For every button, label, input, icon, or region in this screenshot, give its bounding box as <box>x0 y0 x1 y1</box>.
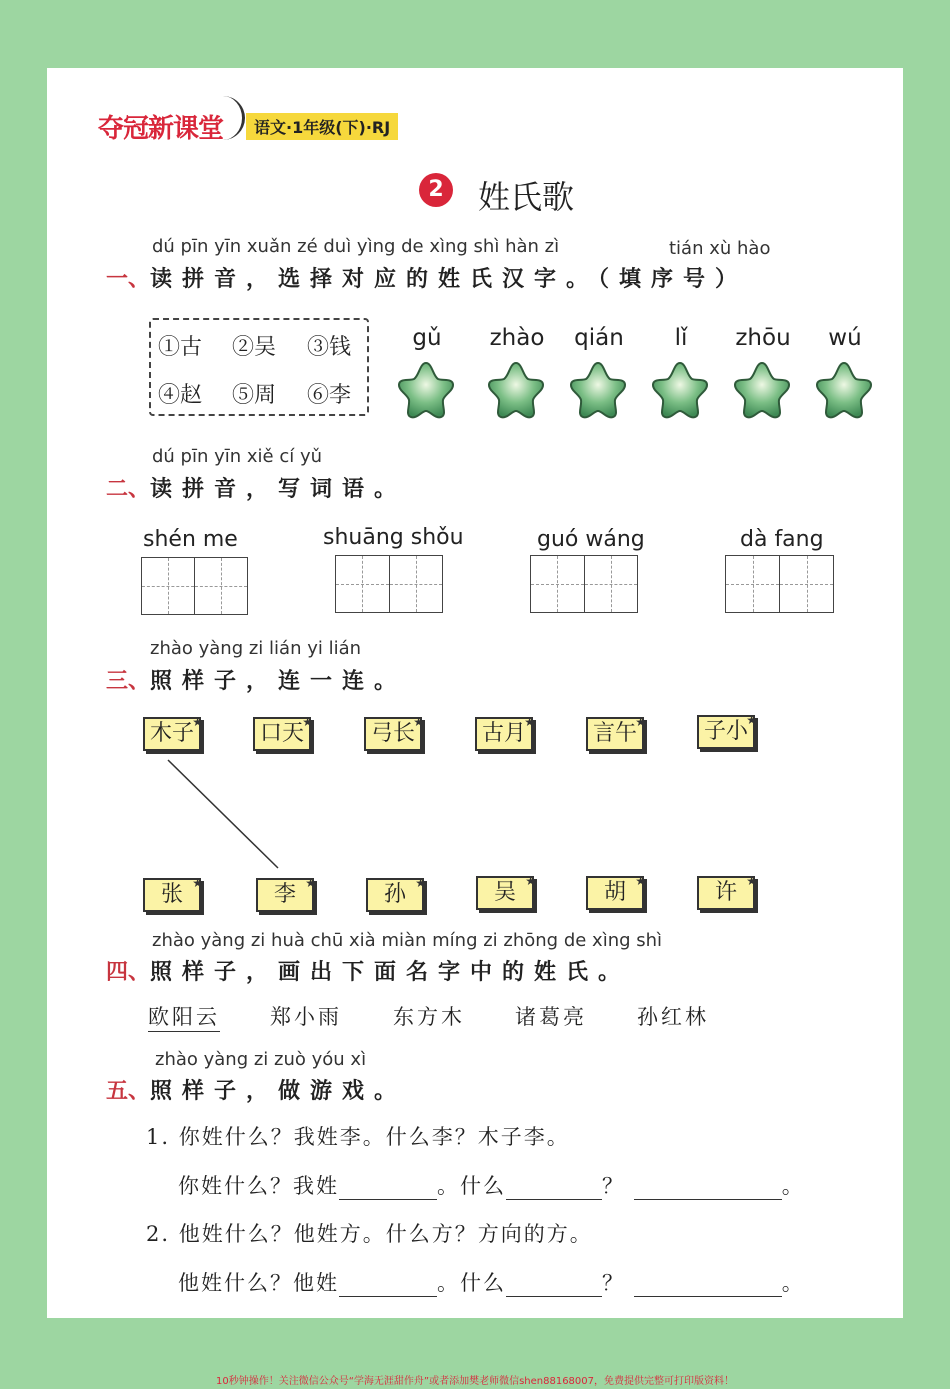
name-item[interactable]: 孙红林 <box>637 1005 709 1029</box>
small-star-icon: ★ <box>302 715 313 729</box>
answer-blank[interactable] <box>339 1175 437 1200</box>
section5-pinyin: zhào yàng zi zuò yóu xì <box>155 1049 367 1070</box>
prompt-text: ？ <box>602 1271 625 1295</box>
answer-blank[interactable] <box>506 1272 602 1297</box>
section2-heading <box>106 472 406 503</box>
prompt-text: 。 <box>781 1271 805 1295</box>
word-pinyin: dà fang <box>740 527 824 552</box>
small-star-icon: ★ <box>305 876 316 890</box>
star-pinyin: zhōu <box>735 325 791 351</box>
section-title: 照样子，连一连。 <box>150 669 407 694</box>
star-pinyin: lǐ <box>674 325 688 351</box>
section-number: 一、 <box>106 267 151 292</box>
small-star-icon: ★ <box>635 715 646 729</box>
lesson-number: 2 <box>419 173 453 207</box>
star-icon[interactable] <box>571 363 625 417</box>
section5-heading <box>106 1074 406 1105</box>
name-item[interactable]: 东方木 <box>393 1005 465 1029</box>
option: ⑥李 <box>307 383 352 408</box>
practice-line-1 <box>178 1170 805 1200</box>
prompt-text: 。什么 <box>437 1271 506 1295</box>
writing-grid[interactable] <box>725 555 834 613</box>
small-star-icon: ★ <box>635 874 646 888</box>
small-star-icon: ★ <box>746 874 757 888</box>
word-pinyin: shuāng shǒu <box>323 525 464 550</box>
lesson-title: 姓氏歌 <box>478 178 575 216</box>
section-title: 读拼音，写词语。 <box>150 477 407 502</box>
surname-card[interactable]: 张 ★ <box>143 878 201 912</box>
section1-pinyin-b: tián xù hào <box>669 238 771 259</box>
star-pinyin: wú <box>828 325 862 351</box>
surname-card[interactable]: 胡 ★ <box>586 876 644 910</box>
answer-blank[interactable] <box>339 1272 437 1297</box>
small-star-icon: ★ <box>525 874 536 888</box>
section3-pinyin: zhào yàng zi lián yi lián <box>150 638 362 659</box>
writing-grid[interactable] <box>141 557 248 615</box>
section-number: 二、 <box>106 477 151 502</box>
small-star-icon: ★ <box>415 876 426 890</box>
small-star-icon: ★ <box>192 715 203 729</box>
example-sentence-1: 1. 你姓什么？我姓李。什么李？木子李。 <box>146 1125 570 1149</box>
surname-card[interactable]: 许 ★ <box>697 876 755 910</box>
answer-blank[interactable] <box>634 1272 782 1297</box>
small-star-icon: ★ <box>192 876 203 890</box>
section4-pinyin: zhào yàng zi huà chū xià miàn míng zi zhōng de xìng shì <box>152 930 663 951</box>
option: ③钱 <box>307 335 352 360</box>
writing-grid[interactable] <box>335 555 443 613</box>
section1-heading <box>106 262 747 293</box>
word-pinyin: shén me <box>143 527 238 552</box>
star-pinyin: qián <box>574 325 624 351</box>
section-title: 读拼音，选择对应的姓氏汉字。（填序号） <box>150 267 748 292</box>
writing-grid[interactable] <box>530 555 638 613</box>
subject-tag: 语文·1年级(下)·RJ <box>246 113 398 140</box>
star-icon[interactable] <box>817 363 871 417</box>
option: ①古 <box>158 335 203 360</box>
section1-pinyin: dú pīn yīn xuǎn zé duì yìng de xìng shì hàn zì <box>152 236 560 257</box>
answer-blank[interactable] <box>634 1175 782 1200</box>
star-icon[interactable] <box>735 363 789 417</box>
star-icon[interactable] <box>399 363 453 417</box>
star-pinyin: gǔ <box>412 325 442 351</box>
name-item[interactable]: 欧阳云 <box>148 1001 220 1032</box>
surname-card[interactable]: 李 ★ <box>256 878 314 912</box>
radical-card[interactable]: 子小 ★ <box>697 715 755 749</box>
section-title: 照样子，画出下面名字中的姓氏。 <box>150 960 631 985</box>
prompt-text: 你姓什么？我姓 <box>178 1174 339 1198</box>
prompt-text: 他姓什么？他姓 <box>178 1271 339 1295</box>
answer-stars <box>398 360 878 420</box>
prompt-text: 。 <box>781 1174 805 1198</box>
brand-logo: 夺冠新课堂 <box>98 114 224 144</box>
practice-line-2 <box>178 1267 805 1297</box>
section-number: 五、 <box>106 1079 151 1104</box>
name-item[interactable]: 郑小雨 <box>270 1005 342 1029</box>
section-number: 四、 <box>106 960 151 985</box>
answer-blank[interactable] <box>506 1175 602 1200</box>
example-sentence-2: 2. 他姓什么？他姓方。什么方？方向的方。 <box>146 1222 593 1246</box>
small-star-icon: ★ <box>413 715 424 729</box>
section3-heading <box>106 664 406 695</box>
radical-card[interactable]: 言午 ★ <box>586 717 644 751</box>
radical-card[interactable]: 弓长 ★ <box>364 717 422 751</box>
footer-note: 10秒钟操作！关注微信公众号“学海无涯甜作舟”或者添加樊老师微信shen88168007，免费提供完整可打印版资料！ <box>215 1376 735 1387</box>
example-connect-line <box>140 755 340 875</box>
prompt-text: 。什么 <box>437 1174 506 1198</box>
small-star-icon: ★ <box>746 713 757 727</box>
radical-card[interactable]: 口天 ★ <box>253 717 311 751</box>
option: ④赵 <box>158 383 203 408</box>
name-item[interactable]: 诸葛亮 <box>515 1005 587 1029</box>
section2-pinyin: dú pīn yīn xiě cí yǔ <box>152 446 323 467</box>
section-title: 照样子，做游戏。 <box>150 1079 407 1104</box>
radical-card[interactable]: 古月 ★ <box>475 717 533 751</box>
option: ②吴 <box>232 335 277 360</box>
radical-card[interactable]: 木子 ★ <box>143 717 201 751</box>
surname-card[interactable]: 孙 ★ <box>366 878 424 912</box>
star-icon[interactable] <box>489 363 543 417</box>
section4-heading <box>106 955 630 986</box>
star-icon[interactable] <box>653 363 707 417</box>
small-star-icon: ★ <box>524 715 535 729</box>
star-pinyin: zhào <box>489 325 545 351</box>
word-pinyin: guó wáng <box>537 527 645 552</box>
prompt-text: ？ <box>602 1174 625 1198</box>
section-number: 三、 <box>106 669 151 694</box>
option: ⑤周 <box>232 383 277 408</box>
surname-card[interactable]: 吴 ★ <box>476 876 534 910</box>
